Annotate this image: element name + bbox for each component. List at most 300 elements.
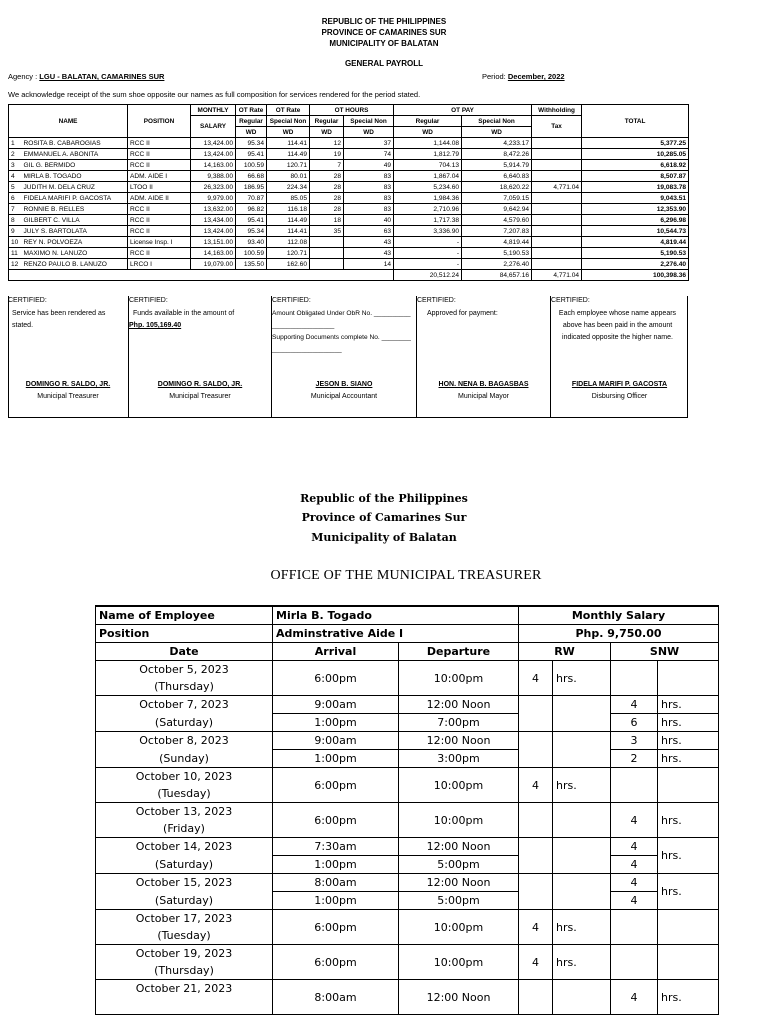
- record-date: October 17, 2023: [96, 910, 273, 928]
- snw-unit: hrs.: [658, 732, 719, 750]
- cell-tax: [532, 138, 582, 149]
- record-row: [96, 874, 719, 892]
- cell-tax: [532, 171, 582, 182]
- record-date: October 10, 2023: [96, 768, 273, 786]
- cert-role: Municipal Treasurer: [169, 393, 231, 400]
- cell-rate-snw: 120.71: [267, 160, 310, 171]
- record-row: [96, 696, 719, 714]
- cell-rate-snw: 114.49: [267, 215, 310, 226]
- arrival-time: 8:00am: [273, 980, 399, 1015]
- payroll-row: [9, 182, 689, 193]
- sub-special: Special Non: [462, 116, 532, 127]
- cell-hrs-reg: 18: [310, 215, 344, 226]
- record-day: (Tuesday): [96, 927, 273, 945]
- record-row-cont: [96, 714, 719, 732]
- employee-position: LRCO I: [128, 259, 191, 270]
- cell-tax: [532, 215, 582, 226]
- departure-time: 5:00pm: [399, 892, 519, 910]
- employee-name: RONNIE B. RELLES: [22, 204, 128, 215]
- cert-text: Approved for payment:: [427, 310, 498, 317]
- cell-hrs-reg: [310, 248, 344, 259]
- cell-tax: [532, 149, 582, 160]
- cell-pay-reg: 5,234.60: [394, 182, 462, 193]
- departure-time: 12:00 Noon: [399, 980, 519, 1015]
- record-day: (Sunday): [96, 750, 273, 768]
- cert-label: CERTIFIED:: [417, 297, 456, 304]
- cell-pay-snw: 5,914.79: [462, 160, 532, 171]
- cell-rate-reg: 70.87: [236, 193, 267, 204]
- cert-label: CERTIFIED:: [272, 297, 311, 304]
- cell-pay-snw: 7,059.15: [462, 193, 532, 204]
- departure-time: 12:00 Noon: [399, 732, 519, 750]
- payroll-row: [9, 193, 689, 204]
- cell-hrs-reg: [310, 237, 344, 248]
- payroll-row: [9, 215, 689, 226]
- period-value: December, 2022: [507, 72, 565, 81]
- acknowledgement-text: We acknowledge receipt of the sum shoe opposite our names as full composition for services rendered for the period stated.: [8, 90, 421, 99]
- snw-unit: hrs.: [658, 874, 719, 910]
- cell-hrs-reg: 7: [310, 160, 344, 171]
- cell-tax: [532, 160, 582, 171]
- snw-empty: [611, 945, 658, 980]
- snw-unit: hrs.: [658, 838, 719, 874]
- cert-text-2: Supporting Documents complete No. ___________________________: [272, 334, 411, 353]
- snw-hours: 2: [611, 750, 658, 768]
- employee-name: GIL G. BERMIDO: [22, 160, 128, 171]
- certifications-row: [8, 296, 688, 418]
- cell-hrs-reg: [310, 259, 344, 270]
- monthly-salary-label: Monthly Salary: [519, 606, 719, 625]
- col-monthly-header: MONTHLY: [191, 105, 236, 116]
- cell-total: 2,276.40: [582, 259, 689, 270]
- cert-text: Service has been rendered as stated.: [12, 310, 106, 329]
- sub-wd: WD: [310, 127, 344, 138]
- cert-signatory: DOMINGO R. SALDO, JR.: [25, 381, 111, 388]
- col-arrival: Arrival: [273, 643, 399, 661]
- totals-spacer: [9, 270, 394, 281]
- record-date: October 13, 2023: [96, 803, 273, 821]
- cell-total: 9,043.51: [582, 193, 689, 204]
- payroll-row: [9, 226, 689, 237]
- payroll-row: [9, 204, 689, 215]
- row-number: 8: [9, 215, 22, 226]
- cell-hrs-reg: 35: [310, 226, 344, 237]
- record-row: [96, 661, 719, 679]
- cell-rate-reg: 186.95: [236, 182, 267, 193]
- employee-position: ADM. AIDE I: [128, 171, 191, 182]
- employee-name: MIRLA B. TOGADO: [22, 171, 128, 182]
- payroll-title: GENERAL PAYROLL: [344, 59, 424, 68]
- snw-hours: 4: [611, 856, 658, 874]
- cell-hrs-snw: 83: [344, 193, 394, 204]
- sub-special: Special Non: [344, 116, 394, 127]
- snw-hours: 4: [611, 696, 658, 714]
- cert-role: Municipal Accountant: [310, 393, 378, 400]
- rw-empty: [519, 732, 553, 768]
- cell-pay-snw: 18,620.22: [462, 182, 532, 193]
- departure-time: 10:00pm: [399, 803, 519, 838]
- employee-position: RCC II: [128, 138, 191, 149]
- cell-hrs-reg: 28: [310, 182, 344, 193]
- record-day: (Tuesday): [96, 785, 273, 803]
- departure-time: 10:00pm: [399, 945, 519, 980]
- col-rw: RW: [519, 643, 611, 661]
- col-salary-header: SALARY: [191, 116, 236, 138]
- cell-total: 10,285.05: [582, 149, 689, 160]
- cert-signatory: HON. NENA B. BAGASBAS: [438, 381, 529, 388]
- rw-empty: [519, 874, 553, 910]
- cell-rate-snw: 80.01: [267, 171, 310, 182]
- snw-empty: [658, 945, 719, 980]
- cell-hrs-snw: 14: [344, 259, 394, 270]
- general-payroll-sheet: [0, 0, 768, 420]
- col-otrate-header-2: OT Rate: [267, 105, 310, 116]
- agency-line: [8, 72, 164, 81]
- cell-rate-snw: 224.34: [267, 182, 310, 193]
- snw-hours: 6: [611, 714, 658, 732]
- payroll-row: [9, 171, 689, 182]
- arrival-time: 1:00pm: [273, 892, 399, 910]
- agency-value: LGU - BALATAN, CAMARINES SUR: [39, 72, 165, 81]
- record-day: (Friday): [96, 820, 273, 838]
- record-date: October 19, 2023: [96, 945, 273, 963]
- sub-special: Special Non: [267, 116, 310, 127]
- snw-hours: 4: [611, 980, 658, 1015]
- payroll-row: [9, 259, 689, 270]
- arrival-time: 7:30am: [273, 838, 399, 856]
- dtr-header-line-3: Municipality of Balatan: [311, 531, 457, 544]
- snw-unit: hrs.: [658, 714, 719, 732]
- snw-empty: [611, 910, 658, 945]
- cell-total: 6,618.92: [582, 160, 689, 171]
- dtr-header-line-2: Province of Camarines Sur: [301, 511, 467, 524]
- cell-pay-reg: -: [394, 259, 462, 270]
- col-position-header: POSITION: [128, 105, 191, 138]
- cell-salary: 13,424.00: [191, 226, 236, 237]
- cell-tax: [532, 204, 582, 215]
- cell-salary: 19,079.00: [191, 259, 236, 270]
- arrival-time: 6:00pm: [273, 910, 399, 945]
- record-date: October 21, 2023: [96, 980, 273, 998]
- departure-time: 12:00 Noon: [399, 696, 519, 714]
- employee-name: EMMANUEL A. ABONITA: [22, 149, 128, 160]
- cell-tax: 4,771.04: [532, 182, 582, 193]
- payroll-row: [9, 248, 689, 259]
- position-label: Position: [96, 625, 273, 643]
- cell-total: 12,353.90: [582, 204, 689, 215]
- rw-empty: [553, 838, 611, 874]
- name-label: Name of Employee: [96, 606, 273, 625]
- arrival-time: 9:00am: [273, 732, 399, 750]
- record-day: (Saturday): [96, 892, 273, 910]
- cell-salary: 13,151.00: [191, 237, 236, 248]
- cert-signatory: DOMINGO R. SALDO, JR.: [157, 381, 243, 388]
- snw-hours: 4: [611, 803, 658, 838]
- cell-tax: [532, 226, 582, 237]
- cell-pay-snw: 5,190.53: [462, 248, 532, 259]
- office-title: OFFICE OF THE MUNICIPAL TREASURER: [270, 568, 542, 583]
- row-number: 9: [9, 226, 22, 237]
- payroll-row: [9, 160, 689, 171]
- sub-wd: WD: [344, 127, 394, 138]
- rw-unit: hrs.: [553, 945, 611, 980]
- sub-wd: WD: [462, 127, 532, 138]
- employee-position: RCC II: [128, 160, 191, 171]
- cert-approved-payment: [417, 296, 551, 418]
- cell-pay-snw: 4,819.44: [462, 237, 532, 248]
- total-pay-regular: 20,512.24: [394, 270, 462, 281]
- arrival-time: 6:00pm: [273, 945, 399, 980]
- cell-rate-reg: 95.41: [236, 149, 267, 160]
- employee-position: License Insp. I: [128, 237, 191, 248]
- sub-wd: WD: [236, 127, 267, 138]
- departure-time: 12:00 Noon: [399, 874, 519, 892]
- arrival-time: 6:00pm: [273, 661, 399, 696]
- cell-rate-reg: 66.68: [236, 171, 267, 182]
- snw-empty: [658, 910, 719, 945]
- cert-funds-available: [129, 296, 272, 418]
- row-number: 3: [9, 160, 22, 171]
- cell-rate-snw: 114.41: [267, 138, 310, 149]
- cell-salary: 9,388.00: [191, 171, 236, 182]
- col-snw: SNW: [611, 643, 719, 661]
- record-row-cont: [96, 856, 719, 874]
- cell-rate-reg: 95.34: [236, 226, 267, 237]
- snw-empty: [611, 661, 658, 696]
- record-day: (Saturday): [96, 856, 273, 874]
- col-otpay-header: OT PAY: [394, 105, 532, 116]
- rw-unit: hrs.: [553, 661, 611, 696]
- arrival-time: 8:00am: [273, 874, 399, 892]
- employee-name: GILBERT C. VILLA: [22, 215, 128, 226]
- header-line-1: REPUBLIC OF THE PHILIPPINES: [321, 17, 447, 26]
- cert-role: Disbursing Officer: [591, 393, 648, 400]
- cell-hrs-snw: 40: [344, 215, 394, 226]
- rw-empty: [553, 732, 611, 768]
- cell-hrs-snw: 74: [344, 149, 394, 160]
- departure-time: 10:00pm: [399, 768, 519, 803]
- cell-salary: 9,979.00: [191, 193, 236, 204]
- snw-empty: [658, 768, 719, 803]
- col-othours-header: OT HOURS: [310, 105, 394, 116]
- rw-hours: 4: [519, 945, 553, 980]
- cert-amount-obligated: [272, 296, 417, 418]
- period-label: Period:: [482, 72, 506, 81]
- snw-unit: hrs.: [658, 803, 719, 838]
- cell-total: 5,377.25: [582, 138, 689, 149]
- departure-time: 5:00pm: [399, 856, 519, 874]
- record-day: (Thursday): [96, 678, 273, 696]
- totals-row: [9, 270, 689, 281]
- cert-disbursing: [551, 296, 688, 418]
- rw-unit: hrs.: [553, 768, 611, 803]
- employee-position: RCC II: [128, 248, 191, 259]
- record-row: [96, 838, 719, 856]
- cell-hrs-snw: 83: [344, 171, 394, 182]
- rw-empty: [553, 874, 611, 910]
- payroll-row: [9, 237, 689, 248]
- record-row: [96, 945, 719, 963]
- cell-rate-reg: 93.40: [236, 237, 267, 248]
- rw-empty: [519, 696, 553, 732]
- departure-time: 7:00pm: [399, 714, 519, 732]
- record-row: [96, 980, 719, 998]
- employee-position: RCC II: [128, 204, 191, 215]
- cell-hrs-snw: 63: [344, 226, 394, 237]
- employee-name: JULY S. BARTOLATA: [22, 226, 128, 237]
- arrival-time: 9:00am: [273, 696, 399, 714]
- rw-empty: [553, 803, 611, 838]
- sub-regular: Regular: [310, 116, 344, 127]
- rw-hours: 4: [519, 768, 553, 803]
- cell-total: 4,819.44: [582, 237, 689, 248]
- cell-pay-reg: 1,984.36: [394, 193, 462, 204]
- rw-unit: hrs.: [553, 910, 611, 945]
- employee-name: FIDELA MARIFI P. GACOSTA: [22, 193, 128, 204]
- row-number: 10: [9, 237, 22, 248]
- cell-pay-reg: -: [394, 248, 462, 259]
- row-number: 1: [9, 138, 22, 149]
- cell-total: 6,296.98: [582, 215, 689, 226]
- record-date: October 7, 2023: [96, 696, 273, 714]
- rw-empty: [553, 696, 611, 732]
- employee-position: RCC II: [128, 215, 191, 226]
- monthly-salary-value: Php. 9,750.00: [519, 625, 719, 643]
- cert-role: Municipal Mayor: [458, 393, 509, 400]
- record-row-cont: [96, 750, 719, 768]
- snw-empty: [611, 768, 658, 803]
- sub-wd: WD: [267, 127, 310, 138]
- header-line-3: MUNICIPALITY OF BALATAN: [329, 39, 439, 48]
- cell-rate-reg: 100.59: [236, 160, 267, 171]
- total-tax: 4,771.04: [532, 270, 582, 281]
- cell-tax: [532, 237, 582, 248]
- record-row-cont: [96, 892, 719, 910]
- record-day: [96, 997, 273, 1015]
- rw-hours: 4: [519, 910, 553, 945]
- cell-total: 19,083.78: [582, 182, 689, 193]
- cell-rate-snw: 120.71: [267, 248, 310, 259]
- dtr-header-line-1: Republic of the Philippines: [300, 492, 468, 505]
- header-line-2: PROVINCE OF CAMARINES SUR: [321, 28, 447, 37]
- cell-salary: 14,163.00: [191, 248, 236, 259]
- cell-rate-reg: 96.82: [236, 204, 267, 215]
- cell-pay-reg: 3,336.90: [394, 226, 462, 237]
- snw-empty: [658, 661, 719, 696]
- cell-pay-snw: 4,579.60: [462, 215, 532, 226]
- record-day: (Thursday): [96, 962, 273, 980]
- cell-total: 10,544.73: [582, 226, 689, 237]
- record-date: October 5, 2023: [96, 661, 273, 679]
- cell-rate-reg: 100.59: [236, 248, 267, 259]
- cell-pay-reg: -: [394, 237, 462, 248]
- col-tax-header: Tax: [532, 116, 582, 138]
- record-row: [96, 732, 719, 750]
- cell-pay-snw: 2,276.40: [462, 259, 532, 270]
- cell-pay-reg: 1,717.38: [394, 215, 462, 226]
- record-date: October 14, 2023: [96, 838, 273, 856]
- rw-empty: [519, 803, 553, 838]
- departure-time: 10:00pm: [399, 910, 519, 945]
- period-line: [482, 72, 565, 81]
- cell-rate-snw: 162.60: [267, 259, 310, 270]
- snw-hours: 4: [611, 874, 658, 892]
- cell-hrs-reg: 28: [310, 171, 344, 182]
- cell-rate-snw: 85.05: [267, 193, 310, 204]
- cell-hrs-snw: 43: [344, 248, 394, 259]
- cell-pay-snw: 4,233.17: [462, 138, 532, 149]
- col-otrate-header-1: OT Rate: [236, 105, 267, 116]
- col-name-header: NAME: [9, 105, 128, 138]
- payroll-row: [9, 138, 689, 149]
- rw-hours: 4: [519, 661, 553, 696]
- sub-regular: Regular: [394, 116, 462, 127]
- cell-tax: [532, 259, 582, 270]
- cell-hrs-snw: 83: [344, 182, 394, 193]
- payroll-table: [8, 104, 689, 281]
- row-number: 11: [9, 248, 22, 259]
- cell-hrs-reg: 12: [310, 138, 344, 149]
- row-number: 4: [9, 171, 22, 182]
- snw-unit: hrs.: [658, 696, 719, 714]
- employee-name: RENZO PAULO B. LANUZO: [22, 259, 128, 270]
- arrival-time: 1:00pm: [273, 750, 399, 768]
- cell-hrs-snw: 43: [344, 237, 394, 248]
- col-date: Date: [96, 643, 273, 661]
- cell-pay-reg: 1,144.08: [394, 138, 462, 149]
- arrival-time: 1:00pm: [273, 856, 399, 874]
- cell-pay-reg: 704.13: [394, 160, 462, 171]
- arrival-time: 6:00pm: [273, 803, 399, 838]
- cert-service-rendered: [8, 296, 129, 418]
- payroll-row: [9, 149, 689, 160]
- arrival-time: 1:00pm: [273, 714, 399, 732]
- row-number: 12: [9, 259, 22, 270]
- cell-total: 8,507.87: [582, 171, 689, 182]
- record-row: [96, 910, 719, 928]
- cell-rate-reg: 95.41: [236, 215, 267, 226]
- employee-name: ROSITA B. CABAROGIAS: [22, 138, 128, 149]
- departure-time: 3:00pm: [399, 750, 519, 768]
- cert-signatory: FIDELA MARIFI P. GACOSTA: [571, 381, 668, 388]
- employee-name: Mirla B. Togado: [273, 606, 519, 625]
- snw-unit: hrs.: [658, 750, 719, 768]
- grand-total: 100,398.36: [582, 270, 689, 281]
- cell-pay-snw: 8,472.26: [462, 149, 532, 160]
- cell-pay-snw: 9,642.94: [462, 204, 532, 215]
- rw-empty: [519, 980, 553, 1015]
- total-pay-special: 84,657.16: [462, 270, 532, 281]
- cell-hrs-snw: 49: [344, 160, 394, 171]
- cell-hrs-snw: 37: [344, 138, 394, 149]
- snw-unit: hrs.: [658, 980, 719, 1015]
- cell-hrs-reg: 28: [310, 193, 344, 204]
- departure-time: 10:00pm: [399, 661, 519, 696]
- rw-empty: [519, 838, 553, 874]
- cell-rate-snw: 112.08: [267, 237, 310, 248]
- employee-position: ADM. AIDE II: [128, 193, 191, 204]
- cell-salary: 13,424.00: [191, 138, 236, 149]
- record-row: [96, 768, 719, 786]
- employee-position: LTOO II: [128, 182, 191, 193]
- cell-pay-snw: 6,640.83: [462, 171, 532, 182]
- cell-rate-snw: 114.41: [267, 226, 310, 237]
- cell-hrs-reg: 28: [310, 204, 344, 215]
- cert-text: Funds available in the amount of: [133, 310, 235, 317]
- cell-salary: 14,163.00: [191, 160, 236, 171]
- cell-hrs-reg: 19: [310, 149, 344, 160]
- arrival-time: 6:00pm: [273, 768, 399, 803]
